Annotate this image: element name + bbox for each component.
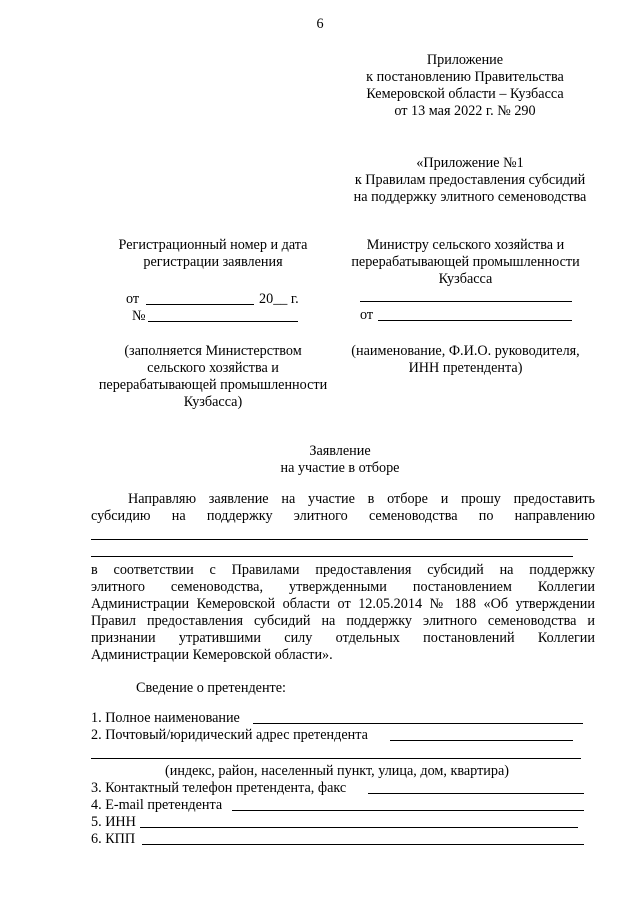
registration-note-line-3: перерабатывающей промышленности	[98, 377, 328, 393]
addressee-line-2: перерабатывающей промышленности	[351, 254, 580, 270]
address-field-1[interactable]	[390, 740, 573, 741]
registration-date-field[interactable]	[146, 304, 254, 305]
body-paragraph-1-line-2: субсидию на поддержку элитного семеноводства по направлению	[91, 508, 595, 524]
registration-number-label: №	[132, 308, 146, 324]
header-line-1: Приложение	[426, 52, 504, 68]
applicant-heading: Сведение о претенденте:	[136, 680, 286, 696]
header-line-3: Кемеровской области – Кузбасса	[366, 86, 564, 102]
body-paragraph-2-line-5: признании утратившими силу отдельных постановлений Коллегии	[91, 630, 595, 646]
inn-label: 5. ИНН	[91, 814, 136, 830]
body-paragraph-2-line-6: Администрации Кемеровской области».	[91, 647, 333, 663]
registration-note-line-1: (заполняется Министерством	[124, 343, 302, 359]
addressee-line-1: Министру сельского хозяйства и	[366, 237, 565, 253]
email-label: 4. E-mail претендента	[91, 797, 223, 813]
appendix-line-1: «Приложение №1	[416, 155, 524, 171]
inn-field[interactable]	[140, 827, 578, 828]
addressee-block	[338, 237, 593, 288]
registration-note-line-4: Кузбасса)	[183, 394, 243, 410]
registration-note-line-2: сельского хозяйства и	[147, 360, 279, 376]
document-title-line-1: Заявление	[309, 443, 371, 459]
document-title-line-2: на участие в отборе	[280, 460, 400, 476]
registration-note	[88, 343, 338, 411]
header-line-2: к постановлению Правительства	[366, 69, 564, 85]
registration-title-line-1: Регистрационный номер и дата	[118, 237, 308, 253]
registration-number-field[interactable]	[148, 321, 298, 322]
body-paragraph-2-line-2: элитного семеноводства, утвержденными постановлением Коллегии	[91, 579, 595, 595]
body-paragraph-1-line-1: Направляю заявление на участие в отборе и прошу предоставить	[128, 491, 595, 507]
registration-title	[88, 237, 338, 271]
addressee-note	[338, 343, 593, 377]
address-field-2[interactable]	[91, 758, 581, 759]
addressee-from-field[interactable]	[378, 320, 572, 321]
email-field[interactable]	[232, 810, 584, 811]
appendix-line-2: к Правилам предоставления субсидий	[354, 172, 586, 188]
full-name-field[interactable]	[253, 723, 583, 724]
kpp-label: 6. КПП	[91, 831, 136, 847]
header-block	[340, 52, 590, 120]
direction-field-2[interactable]	[91, 556, 573, 557]
full-name-label: 1. Полное наименование	[91, 710, 240, 726]
kpp-field[interactable]	[142, 844, 584, 845]
addressee-note-line-1: (наименование, Ф.И.О. руководителя,	[351, 343, 580, 359]
address-label: 2. Почтовый/юридический адрес претендента	[91, 727, 368, 743]
registration-year-label: 20__ г.	[259, 291, 299, 307]
document-title	[0, 443, 640, 477]
body-paragraph-2-line-3: Администрации Кемеровской области от 12.05.2014 № 188 «Об утверждении	[91, 596, 595, 612]
registration-date-label: от	[126, 291, 140, 307]
appendix-block	[335, 155, 605, 206]
phone-label: 3. Контактный телефон претендента, факс	[91, 780, 347, 796]
registration-title-line-2: регистрации заявления	[143, 254, 283, 270]
addressee-line-3: Кузбасса	[438, 271, 493, 287]
header-line-4: от 13 мая 2022 г. № 290	[394, 103, 536, 119]
appendix-line-3: на поддержку элитного семеноводства	[353, 189, 587, 205]
addressee-note-line-2: ИНН претендента)	[408, 360, 523, 376]
page-number: 6	[316, 16, 324, 32]
phone-field[interactable]	[368, 793, 584, 794]
body-paragraph-2-line-1: в соответствии с Правилами предоставления субсидий на поддержку	[91, 562, 595, 578]
addressee-from-label: от	[360, 307, 374, 323]
addressee-field-1[interactable]	[360, 301, 572, 302]
direction-field-1[interactable]	[91, 539, 588, 540]
body-paragraph-2-line-4: Правил предоставления субсидий на поддержку элитного семеноводства и	[91, 613, 595, 629]
address-hint: (индекс, район, населенный пункт, улица, дом, квартира)	[165, 763, 509, 779]
